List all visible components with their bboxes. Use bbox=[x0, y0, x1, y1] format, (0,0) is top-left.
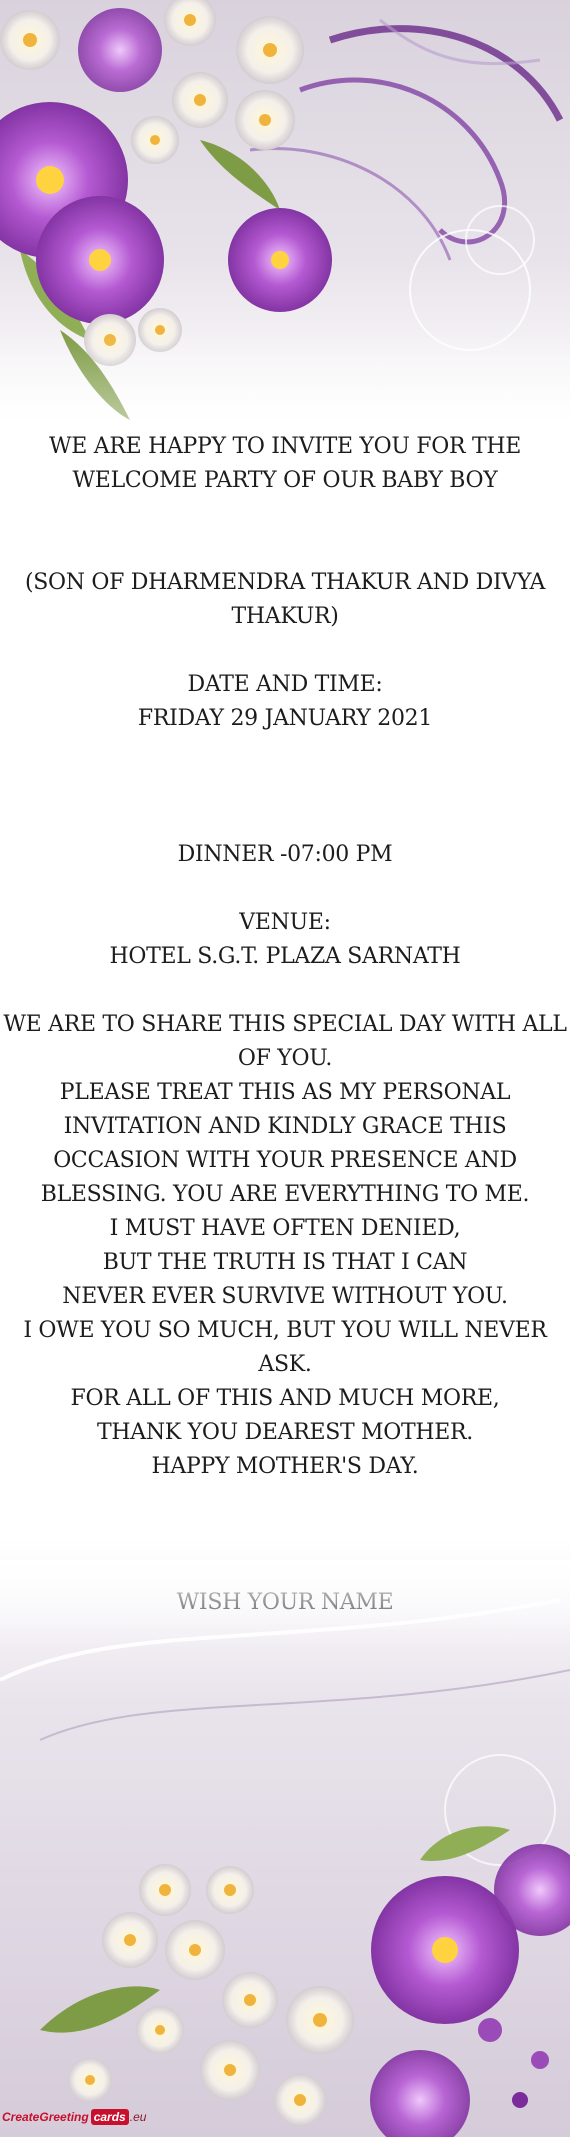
message-line: FOR ALL OF THIS AND MUCH MORE, bbox=[70, 1386, 500, 1411]
invite-line-2: WELCOME PARTY OF OUR BABY BOY bbox=[72, 468, 498, 493]
watermark-text: CreateGreeting bbox=[2, 2110, 89, 2124]
message-line: BLESSING. YOU ARE EVERYTHING TO ME. bbox=[40, 1182, 530, 1207]
message-line: I MUST HAVE OFTEN DENIED, bbox=[109, 1216, 461, 1241]
date-value: FRIDAY 29 JANUARY 2021 bbox=[137, 706, 433, 731]
venue-value: HOTEL S.G.T. PLAZA SARNATH bbox=[109, 944, 461, 969]
parents-line-1: (SON OF DHARMENDRA THAKUR AND DIVYA bbox=[24, 570, 546, 595]
date-heading: DATE AND TIME: bbox=[187, 672, 383, 697]
invitation-message bbox=[0, 430, 570, 1620]
message-line: OCCASION WITH YOUR PRESENCE AND bbox=[53, 1148, 517, 1173]
message-line: INVITATION AND KINDLY GRACE THIS bbox=[63, 1114, 507, 1139]
bottom-floral-decoration bbox=[0, 1560, 570, 2137]
message-line: I OWE YOU SO MUCH, BUT YOU WILL NEVER bbox=[23, 1318, 547, 1343]
message-line: WE ARE TO SHARE THIS SPECIAL DAY WITH ALL bbox=[3, 1012, 567, 1037]
venue-heading: VENUE: bbox=[239, 910, 331, 935]
message-line: BUT THE TRUTH IS THAT I CAN bbox=[102, 1250, 468, 1275]
message-line: HAPPY MOTHER'S DAY. bbox=[151, 1454, 419, 1479]
watermark-box: cards bbox=[91, 2109, 129, 2125]
message-line: THANK YOU DEAREST MOTHER. bbox=[96, 1420, 473, 1445]
watermark-badge[interactable] bbox=[2, 2102, 152, 2132]
invite-line-1: WE ARE HAPPY TO INVITE YOU FOR THE bbox=[49, 434, 521, 459]
dinner-time: DINNER -07:00 PM bbox=[177, 842, 393, 867]
message-line: NEVER EVER SURVIVE WITHOUT YOU. bbox=[62, 1284, 508, 1309]
message-line: ASK. bbox=[258, 1352, 312, 1377]
watermark-tld: .eu bbox=[129, 2110, 147, 2124]
message-line: OF YOU. bbox=[237, 1046, 333, 1071]
message-line: PLEASE TREAT THIS AS MY PERSONAL bbox=[59, 1080, 511, 1105]
parents-line-2: THAKUR) bbox=[231, 604, 339, 629]
